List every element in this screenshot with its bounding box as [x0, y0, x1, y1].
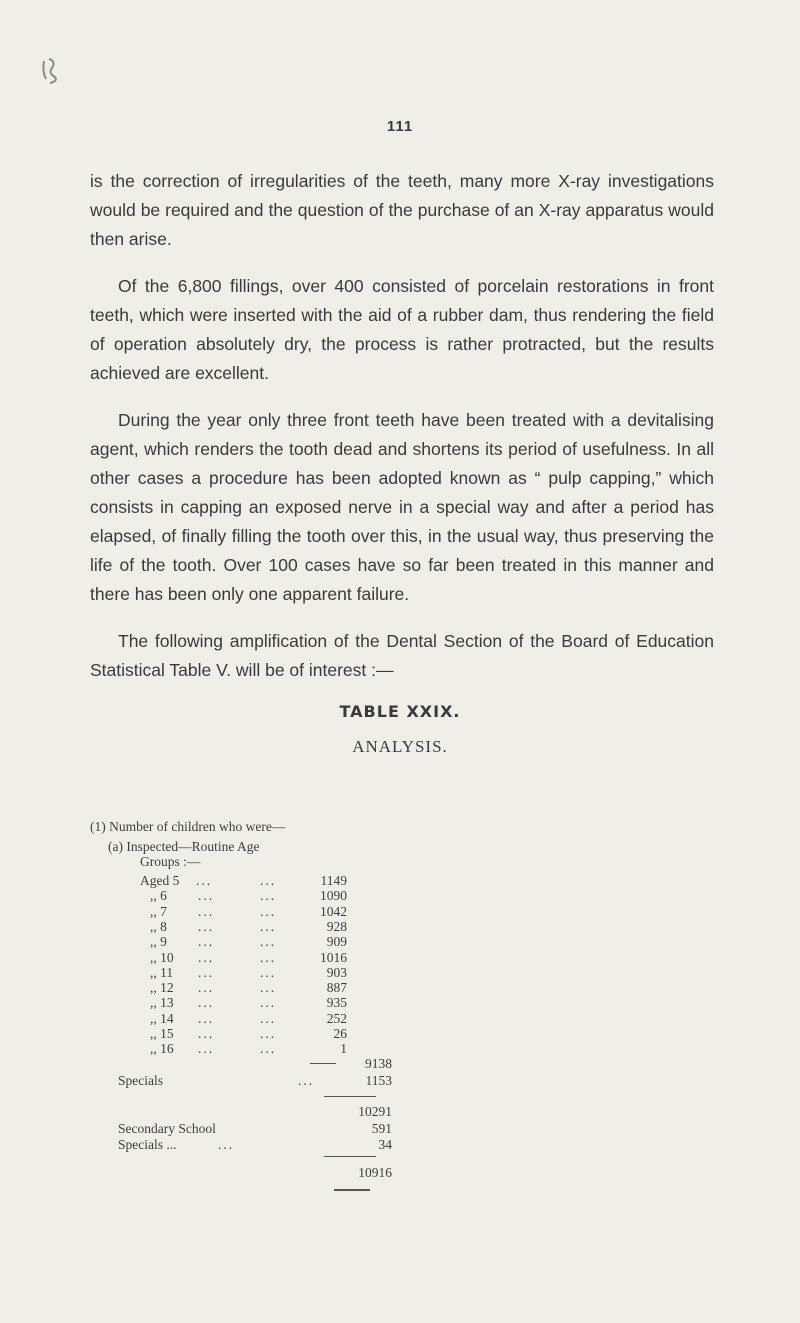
paragraph-4: The following amplification of the Dental Section of the Board of Education Statistical Table V. will be of interest :—: [90, 631, 714, 680]
leader-dots: ...: [260, 980, 277, 996]
age-row: [90, 1011, 410, 1027]
age-count: 1042: [320, 903, 347, 919]
subtotal-rule: [310, 1063, 336, 1064]
table-subtitle: ANALYSIS.: [352, 737, 448, 756]
table-title: TABLE XXIX.: [339, 702, 461, 721]
age-label: ,, 7: [150, 903, 167, 919]
specials-label: Specials: [118, 1073, 163, 1088]
table-heading-1: (1) Number of children who were—: [90, 819, 286, 834]
leader-dots: ...: [198, 1010, 215, 1026]
leader-dots: ...: [198, 934, 215, 950]
age-count: 1149: [320, 873, 347, 888]
age-label: ,, 13: [150, 995, 174, 1011]
specials-2-dots: ...: [218, 1137, 235, 1152]
age-row: [90, 888, 410, 904]
age-row: [90, 873, 410, 889]
age-row: [90, 1041, 410, 1057]
secondary-school-label: Secondary School: [118, 1121, 216, 1136]
paragraph-3: During the year only three front teeth have been treated with a devitalising agent, which renders the tooth dead and shortens its period of usefulness. In all other cases a procedure has been adopted known as “ pulp capping,” which consists in capping an exposed nerve in a special way and after a period has elapsed, of finally filling the tooth over this, in the usual way, thus preserving the life of the tooth. Over 100 cases have so far been treated in this manner and there has been only one apparent failure.: [90, 410, 714, 604]
secondary-school-value: 591: [371, 1121, 392, 1136]
leader-dots: ...: [198, 949, 215, 965]
age-count: 1090: [320, 888, 347, 904]
age-count: 252: [326, 1010, 347, 1026]
leader-dots: ...: [198, 888, 215, 904]
age-row: [90, 904, 410, 920]
leader-dots: ...: [260, 995, 277, 1011]
leader-dots: ...: [198, 1026, 215, 1041]
age-label: ,, 6: [150, 888, 167, 904]
total-1-value: 10291: [358, 1104, 392, 1119]
leader-dots: ...: [260, 918, 277, 934]
age-count: 26: [333, 1026, 347, 1041]
table-heading-3: Groups :—: [140, 854, 201, 869]
age-row: [90, 965, 410, 981]
leader-dots: ...: [260, 888, 277, 904]
age-label: ,, 15: [150, 1026, 174, 1041]
specials-dots: ...: [298, 1073, 315, 1088]
age-row: [90, 1026, 410, 1042]
leader-dots: ...: [198, 1041, 215, 1057]
leader-dots: ...: [260, 1041, 277, 1057]
age-row: [90, 995, 410, 1011]
total-rule-2: [324, 1156, 376, 1157]
leader-dots: ...: [196, 873, 213, 888]
paragraph-1: is the correction of irregularities of the teeth, many more X-ray investigations would be required and the question of the purchase of an X-ray apparatus would then arise.: [90, 171, 714, 249]
total-rule-1: [324, 1096, 376, 1097]
age-label: ,, 11: [150, 964, 174, 980]
age-label: ,, 14: [150, 1010, 174, 1026]
age-count: 1016: [320, 949, 347, 965]
age-row: [90, 919, 410, 935]
age-count: 928: [326, 918, 347, 934]
leader-dots: ...: [198, 903, 215, 919]
leader-dots: ...: [198, 918, 215, 934]
grand-total-value: 10916: [358, 1165, 392, 1180]
page-number: 111: [386, 118, 414, 135]
age-row: [90, 934, 410, 950]
age-count: 887: [326, 980, 347, 996]
leader-dots: ...: [260, 903, 277, 919]
specials-value: 1153: [365, 1073, 392, 1088]
age-label: ,, 16: [150, 1041, 174, 1057]
leader-dots: ...: [260, 949, 277, 965]
leader-dots: ...: [260, 964, 277, 980]
grand-total-rule: [334, 1189, 370, 1191]
leader-dots: ...: [198, 964, 215, 980]
paragraph-2: Of the 6,800 fillings, over 400 consisted of porcelain restorations in front teeth, which were inserted with the aid of a rubber dam, thus rendering the field of operation absolutely dry, the process is rather protracted, but the results achieved are excellent.: [90, 276, 714, 383]
leader-dots: ...: [260, 934, 277, 950]
age-label: ,, 9: [150, 934, 167, 950]
table-heading-2: (a) Inspected—Routine Age: [108, 839, 260, 854]
subtotal-value: 9138: [365, 1056, 392, 1071]
age-label: ,, 12: [150, 980, 174, 996]
leader-dots: ...: [260, 873, 277, 888]
specials-2-label: Specials ...: [118, 1137, 177, 1152]
body-text: [90, 167, 714, 703]
leader-dots: ...: [198, 980, 215, 996]
age-label: ,, 8: [150, 918, 167, 934]
age-row: [90, 950, 410, 966]
age-count: 1: [340, 1041, 347, 1057]
ink-mark-icon: [40, 55, 62, 85]
age-count: 909: [326, 934, 347, 950]
leader-dots: ...: [260, 1010, 277, 1026]
leader-dots: ...: [198, 995, 215, 1011]
age-count: 903: [326, 964, 347, 980]
age-count: 935: [326, 995, 347, 1011]
age-label: Aged 5: [140, 873, 180, 888]
specials-2-value: 34: [378, 1137, 392, 1152]
age-row: [90, 980, 410, 996]
age-label: ,, 10: [150, 949, 174, 965]
leader-dots: ...: [260, 1026, 277, 1041]
